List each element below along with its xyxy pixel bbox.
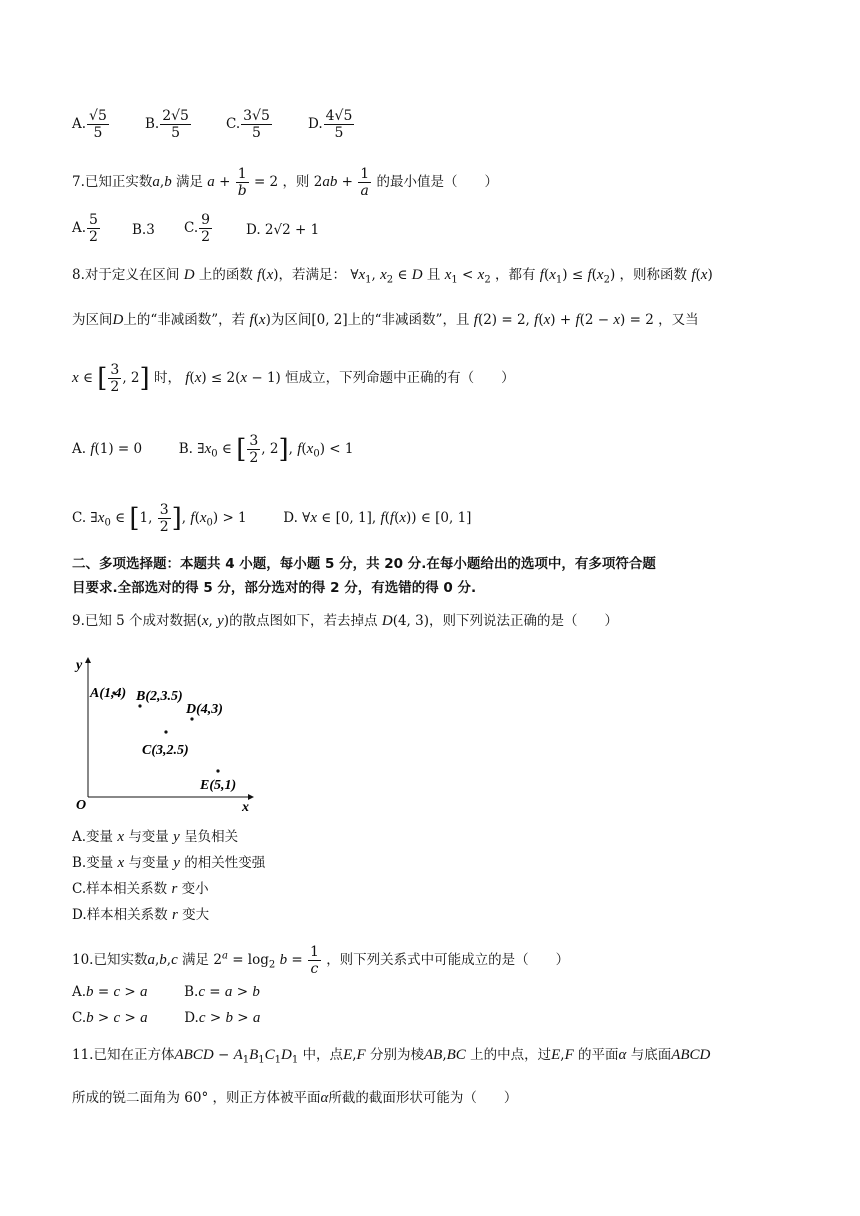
q9-option-c: C.样本相关系数 r 变小	[72, 881, 209, 897]
q10-option-c: C.b > c > a	[72, 1010, 148, 1026]
scatter-point-label: E(5,1)	[200, 778, 237, 793]
q7-stem: 7.已知正实数a,b 满足 a + $\frac{1}{b}$ = 2 ，则 2ab + $\frac{1}{a}$ 的最小值是（ ）	[72, 166, 498, 199]
q10-stem: 10.已知实数a,b,c 满足 $2^a = \log_2 b$ = $\frac{1}{c}$ ，则下列关系式中可能成立的是（ ）	[72, 944, 570, 977]
q8-line-3: x ∈ [ $\frac{3}{2}$ , 2] 时， f(x) ≤ 2(x − 1) 恒成立，下列命题中正确的有（ ）	[72, 362, 515, 395]
section-2-line-2: 目要求.全部选对的得 5 分，部分选对的得 2 分，有选错的得 0 分.	[72, 580, 477, 596]
scatter-point-label: A(1,4)	[90, 686, 127, 701]
q9-option-d: D.样本相关系数 r 变大	[72, 907, 210, 923]
q10-option-d: D.c > b > a	[184, 1010, 261, 1026]
q9-option-a: A.变量 x 与变量 y 呈负相关	[72, 829, 239, 845]
y-axis-label: y	[76, 658, 83, 673]
q10-option-a: A.b = c > a	[72, 984, 148, 1000]
scatter-point-label: B(2,3.5)	[136, 689, 183, 704]
q6-option-d: D. $\frac{4√5}{5}$	[308, 108, 353, 141]
q6-option-c: C. $\frac{3√5}{5}$	[226, 108, 270, 141]
q8-line-1: 8.对于定义在区间 D 上的函数 f(x)，若满足： $\forall x_1$, $x_2$ ∈ D 且 $x_1 < x_2$ ，都有 $f(x_1) \le f(x_2)$ ，则称函数 f(x)	[72, 267, 713, 286]
scatter-point	[190, 717, 193, 720]
q8-options-row-1	[72, 433, 353, 466]
q10-option-b: B.c = a > b	[184, 984, 260, 1000]
q9-stem: 9.已知 5 个成对数据(x, y)的散点图如下，若去掉点 D(4, 3)，则下列说法正确的是（ ）	[72, 613, 618, 629]
q7-option-c: C. $\frac{9}{2}$	[184, 212, 211, 245]
q9-option-b: B.变量 x 与变量 y 的相关性变强	[72, 855, 266, 871]
q8-option-d: D. ∀x ∈ [0, 1], f(f(x)) ∈ [0, 1]	[283, 510, 472, 526]
q8-option-a: A. f(1) = 0	[72, 441, 143, 457]
q7-option-a: A. $\frac{5}{2}$	[72, 212, 98, 245]
q8-line-2: 为区间D上的“非减函数”，若 f(x)为区间[0, 2]上的“非减函数”，且 f(2) = 2, f(x) + f(2 − x) = 2 ，又当	[72, 312, 699, 328]
q6-option-b: B. $\frac{2√5}{5}$	[145, 108, 189, 141]
q10-options-row-2	[72, 1008, 260, 1028]
y-axis-arrow-icon	[85, 657, 91, 663]
x-axis-label: x	[242, 800, 249, 815]
scatter-plot	[70, 655, 255, 815]
scatter-point	[216, 769, 219, 772]
scatter-point	[164, 730, 167, 733]
q8-option-b: B. $\exists x_0$ ∈ [ $\frac{3}{2}$ , 2], $f(x_0) < 1$	[178, 433, 354, 466]
q11-line-1: 11.已知在正方体ABCD − $A_1B_1C_1D_1$ 中，点E,F 分别为棱AB,BC 上的中点，过E,F 的平面α 与底面ABCD	[72, 1047, 711, 1066]
scatter-point-label: C(3,2.5)	[142, 743, 189, 758]
q10-options-row-1	[72, 982, 260, 1002]
origin-label: O	[76, 798, 87, 813]
q8-option-c: C. $\exists x_0$ ∈ [1, $\frac{3}{2}$ ], $f(x_0) > 1$	[72, 502, 247, 535]
q11-line-2: 所成的锐二面角为 60° ，则正方体被平面α所截的截面形状可能为（ ）	[72, 1090, 518, 1106]
q7-option-b: B.3	[132, 222, 155, 238]
q8-options-row-2	[72, 502, 471, 535]
scatter-point	[138, 704, 141, 707]
section-2-line-1: 二、多项选择题：本题共 4 小题，每小题 5 分，共 20 分.在每小题给出的选项中，有多项符合题	[72, 556, 656, 572]
scatter-point-label: D(4,3)	[186, 702, 223, 717]
q7-option-d: D. 2√2 + 1	[246, 222, 320, 238]
q6-option-a: A. $\frac{√5}{5}$	[72, 108, 107, 141]
